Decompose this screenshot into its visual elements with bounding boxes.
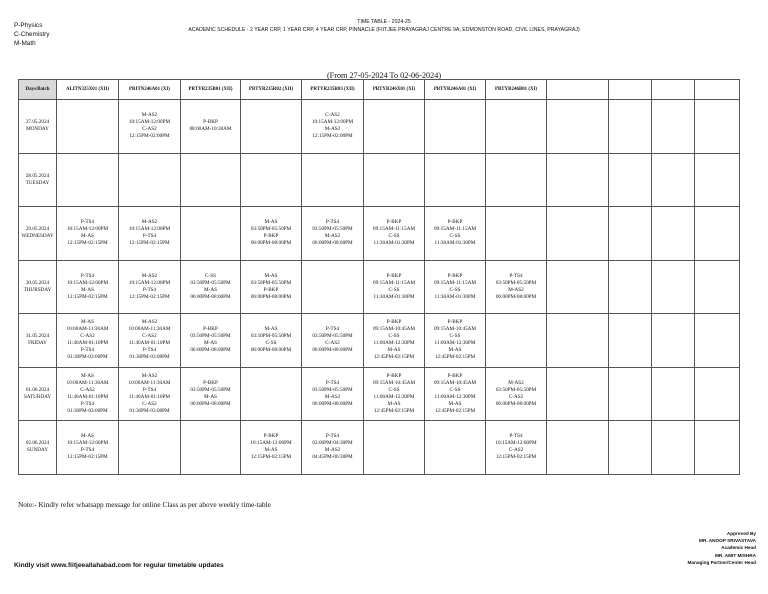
schedule-cell xyxy=(241,367,302,421)
schedule-cell xyxy=(425,367,486,421)
class-time: 11:30AM-01:30PM xyxy=(373,240,415,247)
class-time: 06:00PM-08:00PM xyxy=(312,400,353,407)
schedule-cell xyxy=(364,421,425,475)
schedule-cell xyxy=(486,260,547,314)
class-subject: C-AS2 xyxy=(142,400,157,407)
class-subject: M-AS2 xyxy=(324,393,341,400)
class-time: 10:15AM-12:00PM xyxy=(128,119,171,126)
class-subject: M-AS xyxy=(204,286,217,293)
class-time: 06:00PM-08:00PM xyxy=(495,400,537,407)
schedule-cell xyxy=(425,421,486,475)
approval-heading: Approved By xyxy=(726,531,756,536)
schedule-cell xyxy=(181,100,241,154)
class-time: 11:40AM-01:10PM xyxy=(66,393,109,400)
class-time: 09:15AM-11:15AM xyxy=(373,226,415,233)
class-time: 09:15AM-10:45AM xyxy=(372,326,416,333)
class-time: 06:00PM-08:00PM xyxy=(250,293,292,300)
class-subject: P-BKP xyxy=(203,119,218,126)
approver-title-2: Managing Partner/Center Head xyxy=(687,559,756,565)
schedule-cell xyxy=(364,260,425,314)
schedule-cell xyxy=(609,314,652,368)
day-date: 27.05.2024 xyxy=(25,119,50,126)
column-header xyxy=(547,80,609,100)
class-subject: M-AS xyxy=(264,272,278,279)
class-time: 10:00AM-11:30AM xyxy=(66,379,109,386)
day-date: 02.06.2024 xyxy=(25,440,50,447)
schedule-cell xyxy=(547,314,609,368)
class-time: 03:50PM-05:50PM xyxy=(190,386,231,393)
class-time: 10:00AM-11:30AM xyxy=(128,379,171,386)
schedule-cell xyxy=(364,367,425,421)
schedule-cell xyxy=(547,153,609,207)
schedule-cell xyxy=(486,367,547,421)
class-subject: M-AS xyxy=(448,347,462,354)
footer-website-text: Kindly visit www.fiitjeeallahabad.com for regular timetable updates xyxy=(14,562,224,569)
class-subject: C-AS2 xyxy=(508,393,524,400)
class-subject: C-SS xyxy=(388,233,400,240)
class-time: 10:15AM-12:00PM xyxy=(250,440,292,447)
schedule-cell xyxy=(241,153,302,207)
class-time: 12:45PM-02:15PM xyxy=(373,407,415,414)
schedule-cell xyxy=(609,100,652,154)
class-time: 12:15PM-02:15PM xyxy=(129,240,170,247)
schedule-cell xyxy=(241,421,302,475)
schedule-cell xyxy=(57,314,119,368)
day-date: 28.05.2024 xyxy=(25,172,50,179)
table-row xyxy=(19,100,740,154)
class-subject: P-BKP xyxy=(263,433,279,440)
class-subject: M-AS xyxy=(264,326,278,333)
note-text: Note:- Kindly refer whatsapp message for online Class as per above weekly time-table xyxy=(18,500,271,509)
class-time: 06:00PM-08:00PM xyxy=(190,400,231,407)
class-subject: P-BKP xyxy=(386,272,402,279)
schedule-cell xyxy=(547,100,609,154)
schedule-cell xyxy=(241,100,302,154)
schedule-cell xyxy=(119,260,181,314)
column-header: ALITN325X01 (XII) xyxy=(57,80,119,100)
approval-block xyxy=(687,530,756,566)
class-subject: P-BKP xyxy=(203,379,218,386)
day-cell xyxy=(19,367,57,421)
class-subject: M-AS xyxy=(387,400,401,407)
class-time: 12:15PM-02:15PM xyxy=(250,454,292,461)
class-subject: P-BKP xyxy=(447,372,463,379)
schedule-cell xyxy=(181,260,241,314)
schedule-cell xyxy=(695,153,740,207)
class-time: 01:30PM-03:00PM xyxy=(129,354,170,361)
class-time: 09:15AM-11:15AM xyxy=(434,226,476,233)
class-time: 10:00AM-11:30AM xyxy=(66,326,109,333)
schedule-cell xyxy=(425,100,486,154)
class-subject: M-AS xyxy=(204,340,217,347)
schedule-cell xyxy=(652,314,695,368)
class-subject: M-AS xyxy=(81,433,94,440)
schedule-cell xyxy=(364,100,425,154)
document-title: TIME TABLE - 2024-25 xyxy=(357,19,411,25)
class-subject: C-SS xyxy=(388,386,400,393)
schedule-cell xyxy=(695,367,740,421)
date-range: (From 27-05-2024 To 02-06-2024) xyxy=(326,71,442,80)
class-subject: P-TS4 xyxy=(142,386,157,393)
class-time: 03:50PM-05:50PM xyxy=(190,333,231,340)
class-subject: P-BKP xyxy=(263,233,279,240)
column-header: PRTYR235R02 (XII) xyxy=(241,80,302,100)
class-subject: M-AS xyxy=(204,393,217,400)
schedule-cell xyxy=(695,207,740,261)
class-subject: P-TS4 xyxy=(80,219,95,226)
table-row xyxy=(19,153,740,207)
legend-physics: P-Physics xyxy=(14,22,43,29)
schedule-cell xyxy=(302,421,364,475)
document-header xyxy=(0,18,768,34)
table-row xyxy=(19,260,740,314)
class-time: 03:50PM-05:50PM xyxy=(250,226,292,233)
legend-math: M-Math xyxy=(14,40,36,47)
schedule-cell xyxy=(119,367,181,421)
day-name: SATURDAY xyxy=(23,393,52,400)
column-header: PRTYR235R03 (XII) xyxy=(302,80,364,100)
class-subject: P-TS4 xyxy=(80,272,95,279)
class-subject: M-AS xyxy=(264,447,278,454)
schedule-cell xyxy=(486,421,547,475)
class-time: 11:30AM-01:30PM xyxy=(434,293,476,300)
class-subject: C-SS xyxy=(205,272,216,279)
class-subject: C-SS xyxy=(449,386,461,393)
day-name: SUNDAY xyxy=(26,447,49,454)
class-time: 12:45PM-02:15PM xyxy=(434,354,476,361)
day-date: 29.05.2024 xyxy=(25,226,50,233)
class-subject: M-AS xyxy=(81,372,94,379)
class-subject: P-BKP xyxy=(386,372,402,379)
schedule-cell xyxy=(695,314,740,368)
schedule-cell xyxy=(181,153,241,207)
class-time: 10:15AM-12:00PM xyxy=(128,226,171,233)
class-time: 08:00AM-10:30AM xyxy=(189,126,232,133)
schedule-cell xyxy=(609,207,652,261)
class-time: 06:00PM-08:00PM xyxy=(312,347,353,354)
class-time: 03:50PM-05:50PM xyxy=(250,333,292,340)
class-subject: P-TS4 xyxy=(142,347,157,354)
class-time: 12:15PM-02:15PM xyxy=(129,293,170,300)
class-subject: M-AS xyxy=(387,347,401,354)
class-time: 10:15AM-12:00PM xyxy=(66,279,109,286)
class-subject: M-AS2 xyxy=(508,379,524,386)
class-subject: M-AS2 xyxy=(141,319,158,326)
class-time: 10:15AM-12:00PM xyxy=(311,119,354,126)
table-row xyxy=(19,421,740,475)
schedule-cell xyxy=(425,260,486,314)
schedule-cell xyxy=(486,100,547,154)
schedule-cell xyxy=(652,153,695,207)
class-subject: M-AS2 xyxy=(141,372,158,379)
column-header: PRTYR235B01 (XII) xyxy=(181,80,241,100)
schedule-cell xyxy=(302,260,364,314)
schedule-cell xyxy=(695,260,740,314)
schedule-cell xyxy=(652,367,695,421)
class-time: 09:15AM-11:15AM xyxy=(434,279,476,286)
day-cell xyxy=(19,100,57,154)
schedule-cell xyxy=(57,207,119,261)
schedule-cell xyxy=(241,260,302,314)
class-subject: P-TS4 xyxy=(325,379,340,386)
schedule-cell xyxy=(302,367,364,421)
schedule-cell xyxy=(652,421,695,475)
class-time: 01:30PM-03:00PM xyxy=(67,354,108,361)
class-subject: C-SS xyxy=(449,233,461,240)
table-row xyxy=(19,207,740,261)
class-time: 11:30AM-01:30PM xyxy=(434,240,476,247)
schedule-cell xyxy=(119,314,181,368)
schedule-cell xyxy=(486,207,547,261)
class-time: 11:40AM-01:10PM xyxy=(66,340,109,347)
column-header xyxy=(609,80,652,100)
schedule-cell xyxy=(241,314,302,368)
schedule-cell xyxy=(181,207,241,261)
class-subject: P-BKP xyxy=(203,326,218,333)
class-time: 10:15AM-12:00PM xyxy=(66,440,109,447)
class-time: 11:40AM-01:10PM xyxy=(128,393,171,400)
schedule-cell xyxy=(364,207,425,261)
schedule-cell xyxy=(57,260,119,314)
class-subject: C-AS2 xyxy=(325,340,340,347)
class-time: 11:40AM-01:10PM xyxy=(128,340,171,347)
class-subject: C-AS2 xyxy=(142,333,157,340)
class-subject: P-TS4 xyxy=(325,433,340,440)
class-subject: C-SS xyxy=(265,340,277,347)
day-cell xyxy=(19,421,57,475)
day-name: TUESDAY xyxy=(25,179,50,186)
class-time: 06:00PM-08:00PM xyxy=(250,347,292,354)
class-subject: P-TS4 xyxy=(80,400,95,407)
schedule-cell xyxy=(609,421,652,475)
approver-name-1: MR. ANOOP SRIVASTAVA xyxy=(699,538,756,544)
day-date: 31.05.2024 xyxy=(25,333,50,340)
schedule-cell xyxy=(181,421,241,475)
class-time: 06:00PM-08:00PM xyxy=(250,240,292,247)
schedule-cell xyxy=(119,421,181,475)
class-subject: P-BKP xyxy=(386,219,402,226)
table-row xyxy=(19,367,740,421)
class-time: 01:30PM-03:00PM xyxy=(129,407,170,414)
schedule-cell xyxy=(57,100,119,154)
schedule-cell xyxy=(425,314,486,368)
schedule-cell xyxy=(181,367,241,421)
class-subject: M-AS2 xyxy=(324,233,341,240)
class-time: 03:50PM-05:50PM xyxy=(250,279,292,286)
day-name: FRIDAY xyxy=(28,340,47,347)
schedule-cell xyxy=(652,260,695,314)
class-subject: P-TS4 xyxy=(80,347,95,354)
class-subject: C-AS2 xyxy=(80,333,95,340)
schedule-cell xyxy=(302,100,364,154)
class-time: 03:50PM-05:50PM xyxy=(312,333,353,340)
class-subject: P-TS4 xyxy=(80,447,95,454)
day-name: MONDAY xyxy=(26,126,49,133)
day-cell xyxy=(19,207,57,261)
schedule-cell xyxy=(425,153,486,207)
schedule-cell xyxy=(547,260,609,314)
class-subject: P-TS4 xyxy=(509,272,523,279)
day-cell xyxy=(19,314,57,368)
class-time: 12:45PM-02:15PM xyxy=(373,354,415,361)
class-time: 10:15AM-12:00PM xyxy=(66,226,109,233)
class-subject: P-TS4 xyxy=(142,233,157,240)
class-time: 12:15PM-02:15PM xyxy=(67,293,108,300)
schedule-cell xyxy=(302,314,364,368)
class-subject: M-AS xyxy=(81,319,94,326)
class-time: 03:00PM-04:30PM xyxy=(312,440,353,447)
day-date: 01.06.2024 xyxy=(25,386,50,393)
schedule-cell xyxy=(609,153,652,207)
day-name: WEDNESDAY xyxy=(21,233,54,240)
schedule-cell xyxy=(695,100,740,154)
class-time: 10:15AM-12:00PM xyxy=(495,440,537,447)
class-subject: P-BKP xyxy=(447,319,463,326)
day-date: 30.05.2024 xyxy=(25,279,50,286)
column-header-days-batch: Days/Batch xyxy=(19,80,57,100)
class-subject: M-AS xyxy=(264,219,278,226)
class-time: 03:50PM-05:50PM xyxy=(312,226,353,233)
schedule-cell xyxy=(57,367,119,421)
column-header xyxy=(652,80,695,100)
class-time: 03:50PM-05:50PM xyxy=(190,279,231,286)
timetable-header-row xyxy=(19,80,740,100)
class-subject: P-TS4 xyxy=(325,219,340,226)
class-time: 12:15PM-02:15PM xyxy=(67,240,108,247)
class-time: 06:00PM-08:00PM xyxy=(312,240,353,247)
schedule-cell xyxy=(181,314,241,368)
class-subject: C-SS xyxy=(388,333,400,340)
class-time: 12:45PM-02:15PM xyxy=(434,407,476,414)
class-subject: P-TS4 xyxy=(325,326,340,333)
schedule-cell xyxy=(547,367,609,421)
schedule-cell xyxy=(486,314,547,368)
class-subject: M-AS2 xyxy=(508,286,524,293)
class-subject: P-BKP xyxy=(447,219,463,226)
class-time: 11:00AM-12:30PM xyxy=(434,393,476,400)
column-header: PRTYR246X01 (XI) xyxy=(364,80,425,100)
column-header: PRTYR246B01 (XI) xyxy=(486,80,547,100)
class-time: 12:15PM-02:00PM xyxy=(129,133,170,140)
day-name: THURSDAY xyxy=(23,286,52,293)
class-subject: C-SS xyxy=(449,286,461,293)
class-time: 12:15PM-02:15PM xyxy=(495,454,537,461)
class-subject: C-AS2 xyxy=(325,112,340,119)
class-time: 11:00AM-12:30PM xyxy=(434,340,476,347)
class-subject: M-AS xyxy=(81,233,94,240)
schedule-cell xyxy=(652,207,695,261)
class-time: 11:00AM-12:30PM xyxy=(373,340,415,347)
column-header: PRITN246A01 (XI) xyxy=(119,80,181,100)
schedule-cell xyxy=(119,153,181,207)
class-subject: P-BKP xyxy=(447,272,463,279)
class-subject: C-SS xyxy=(449,333,461,340)
class-subject: M-AS xyxy=(448,400,462,407)
day-cell xyxy=(19,260,57,314)
class-time: 10:00AM-11:30AM xyxy=(128,326,171,333)
class-subject: P-TS4 xyxy=(142,286,157,293)
schedule-cell xyxy=(425,207,486,261)
class-subject: M-AS2 xyxy=(141,272,158,279)
class-subject: M-AS2 xyxy=(324,447,341,454)
class-subject: C-AS2 xyxy=(508,447,524,454)
class-time: 10:15AM-12:00PM xyxy=(128,279,171,286)
class-subject: C-SS xyxy=(388,286,400,293)
class-time: 09:15AM-10:45AM xyxy=(372,379,416,386)
class-subject: M-AS2 xyxy=(141,112,158,119)
class-time: 03:50PM-05:50PM xyxy=(495,279,537,286)
class-time: 12:15PM-02:15PM xyxy=(67,454,108,461)
approver-title-1: Academic Head xyxy=(721,545,756,551)
schedule-cell xyxy=(486,153,547,207)
schedule-cell xyxy=(364,314,425,368)
class-time: 12:15PM-02:00PM xyxy=(312,133,353,140)
document-subtitle: ACADEMIC SCHEDULE - 2 YEAR CRP, 1 YEAR CRP, 4 YEAR CRP, PINNACLE (FIITJEE PRAYAGRAJ CENTRE 9A, EDMONSTON ROAD, CIVIL LINES, PRAYAGRAJ) xyxy=(188,27,580,33)
column-header xyxy=(695,80,740,100)
class-time: 06:00PM-08:00PM xyxy=(495,293,537,300)
class-time: 09:15AM-11:15AM xyxy=(373,279,415,286)
class-time: 04:45PM-06:30PM xyxy=(312,454,353,461)
schedule-cell xyxy=(547,207,609,261)
class-subject: P-TS4 xyxy=(509,433,523,440)
class-time: 09:15AM-10:45AM xyxy=(433,379,477,386)
class-subject: P-BKP xyxy=(386,319,402,326)
approver-name-2: MR. AMIT MISHRA xyxy=(715,552,756,558)
schedule-cell xyxy=(547,421,609,475)
class-time: 11:30AM-01:30PM xyxy=(373,293,415,300)
schedule-cell xyxy=(302,153,364,207)
timetable xyxy=(18,79,740,475)
table-row xyxy=(19,314,740,368)
column-header: PRTYR246A01 (XI) xyxy=(425,80,486,100)
class-subject: C-AS2 xyxy=(80,386,95,393)
schedule-cell xyxy=(119,100,181,154)
schedule-cell xyxy=(57,421,119,475)
schedule-cell xyxy=(302,207,364,261)
class-time: 03:50PM-05:50PM xyxy=(495,386,537,393)
schedule-cell xyxy=(609,367,652,421)
schedule-cell xyxy=(652,100,695,154)
schedule-cell xyxy=(57,153,119,207)
class-time: 11:00AM-12:30PM xyxy=(373,393,415,400)
class-time: 01:30PM-03:00PM xyxy=(67,407,108,414)
class-time: 06:00PM-08:00PM xyxy=(190,293,231,300)
class-subject: M-AS xyxy=(81,286,94,293)
class-time: 03:50PM-05:50PM xyxy=(312,386,353,393)
class-subject: M-AS2 xyxy=(141,219,158,226)
schedule-cell xyxy=(695,421,740,475)
schedule-cell xyxy=(609,260,652,314)
schedule-cell xyxy=(241,207,302,261)
day-cell xyxy=(19,153,57,207)
class-subject: M-AS2 xyxy=(324,126,341,133)
legend-chemistry: C-Chemistry xyxy=(14,31,50,38)
class-time: 06:00PM-08:00PM xyxy=(190,347,231,354)
class-time: 09:15AM-10:45AM xyxy=(433,326,477,333)
schedule-cell xyxy=(364,153,425,207)
schedule-cell xyxy=(119,207,181,261)
class-subject: P-BKP xyxy=(263,286,279,293)
class-subject: C-AS2 xyxy=(142,126,157,133)
